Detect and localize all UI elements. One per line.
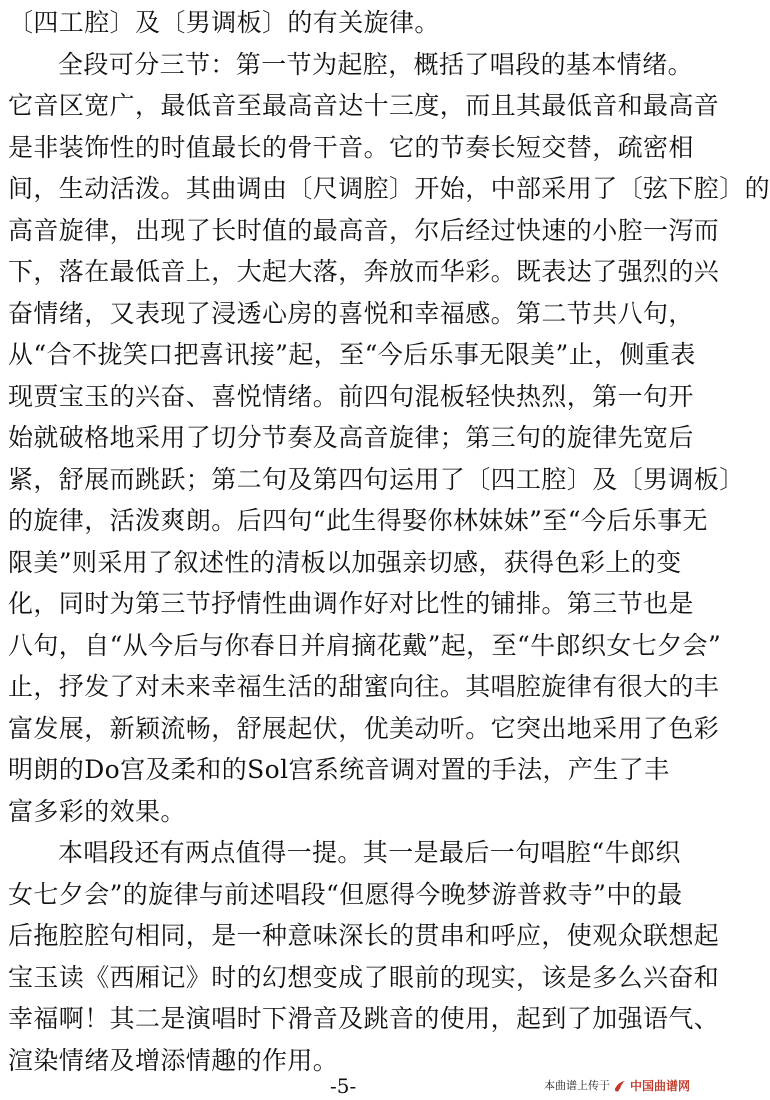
text-line: 间，生动活泼。其曲调由〔尺调腔〕开始，中部采用了〔弦下腔〕的 xyxy=(8,174,770,203)
text-line: 渲染情绪及增添情趣的作用。 xyxy=(8,1045,339,1075)
body-text xyxy=(8,2,770,1081)
text-line: 限美”则采用了叙述性的清板以加强亲切感，获得色彩上的变 xyxy=(8,547,682,577)
text-line: 富多彩的效果。 xyxy=(8,796,186,826)
text-line: 是非装饰性的时值最长的骨干音。它的节奏长短交替，疏密相 xyxy=(8,132,694,162)
text-line: 从“合不拢笑口把喜讯接”起，至“今后乐事无限美”止，侧重表 xyxy=(8,340,696,369)
watermark-prefix: 本曲谱上传于 xyxy=(543,1079,610,1092)
text-line-paragraph-start: 全段可分三节：第一节为起腔，概括了唱段的基本情绪。 xyxy=(58,49,694,79)
text-line: 紧，舒展而跳跃；第二句及第四句运用了〔四工腔〕及〔男调板〕 xyxy=(8,464,745,494)
music-note-logo-icon xyxy=(613,1080,627,1092)
text-line: 止，抒发了对未来幸福生活的甜蜜向往。其唱腔旋律有很大的丰 xyxy=(8,672,720,701)
text-line: 高音旋律，出现了长时值的最高音，尔后经过快速的小腔一泻而 xyxy=(8,215,720,245)
text-line: 化，同时为第三节抒情性曲调作好对比性的铺排。第三节也是 xyxy=(8,589,694,618)
text-line: 八句，自“从今后与你春日并肩摘花戴”起，至“牛郎织女七夕会” xyxy=(8,630,722,660)
text-line: 女七夕会”的旋律与前述唱段“但愿得今晚梦游普救寺”中的最 xyxy=(8,879,683,909)
text-line: 〔四工腔〕及〔男调板〕的有关旋律。 xyxy=(8,8,440,37)
text-line: 明朗的Do宫及柔和的Sol宫系统音调对置的手法，产生了丰 xyxy=(8,755,670,784)
text-line: 它音区宽广，最低音至最高音达十三度，而且其最低音和最高音 xyxy=(8,91,720,120)
watermark-brand-name: 中国曲谱网 xyxy=(629,1079,690,1093)
watermark xyxy=(544,1078,690,1094)
text-line: 始就破格地采用了切分节奏及高音旋律；第三句的旋律先宽后 xyxy=(8,423,694,452)
text-line: 下，落在最低音上，大起大落，奔放而华彩。既表达了强烈的兴 xyxy=(8,257,720,286)
text-line: 奋情绪，又表现了浸透心房的喜悦和幸福感。第二节共八句， xyxy=(8,298,694,328)
text-line: 富发展，新颖流畅，舒展起伏，优美动听。它突出地采用了色彩 xyxy=(8,713,720,743)
text-line: 现贾宝玉的兴奋、喜悦情绪。前四句混板轻快热烈，第一句开 xyxy=(8,381,694,411)
text-line-paragraph-start: 本唱段还有两点值得一提。其一是最后一句唱腔“牛郎织 xyxy=(58,838,681,867)
text-line: 宝玉读《西厢记》时的幻想变成了眼前的现实，该是多么兴奋和 xyxy=(8,962,720,992)
text-line: 后拖腔腔句相同，是一种意味深长的贯串和呼应，使观众联想起 xyxy=(8,921,720,950)
text-line: 幸福啊！其二是演唱时下滑音及跳音的使用，起到了加强语气、 xyxy=(8,1004,720,1033)
watermark-brand xyxy=(630,1078,690,1094)
page-number: -5- xyxy=(330,1074,357,1098)
text-line: 的旋律，活泼爽朗。后四句“此生得娶你林妹妹”至“今后乐事无 xyxy=(8,506,708,535)
